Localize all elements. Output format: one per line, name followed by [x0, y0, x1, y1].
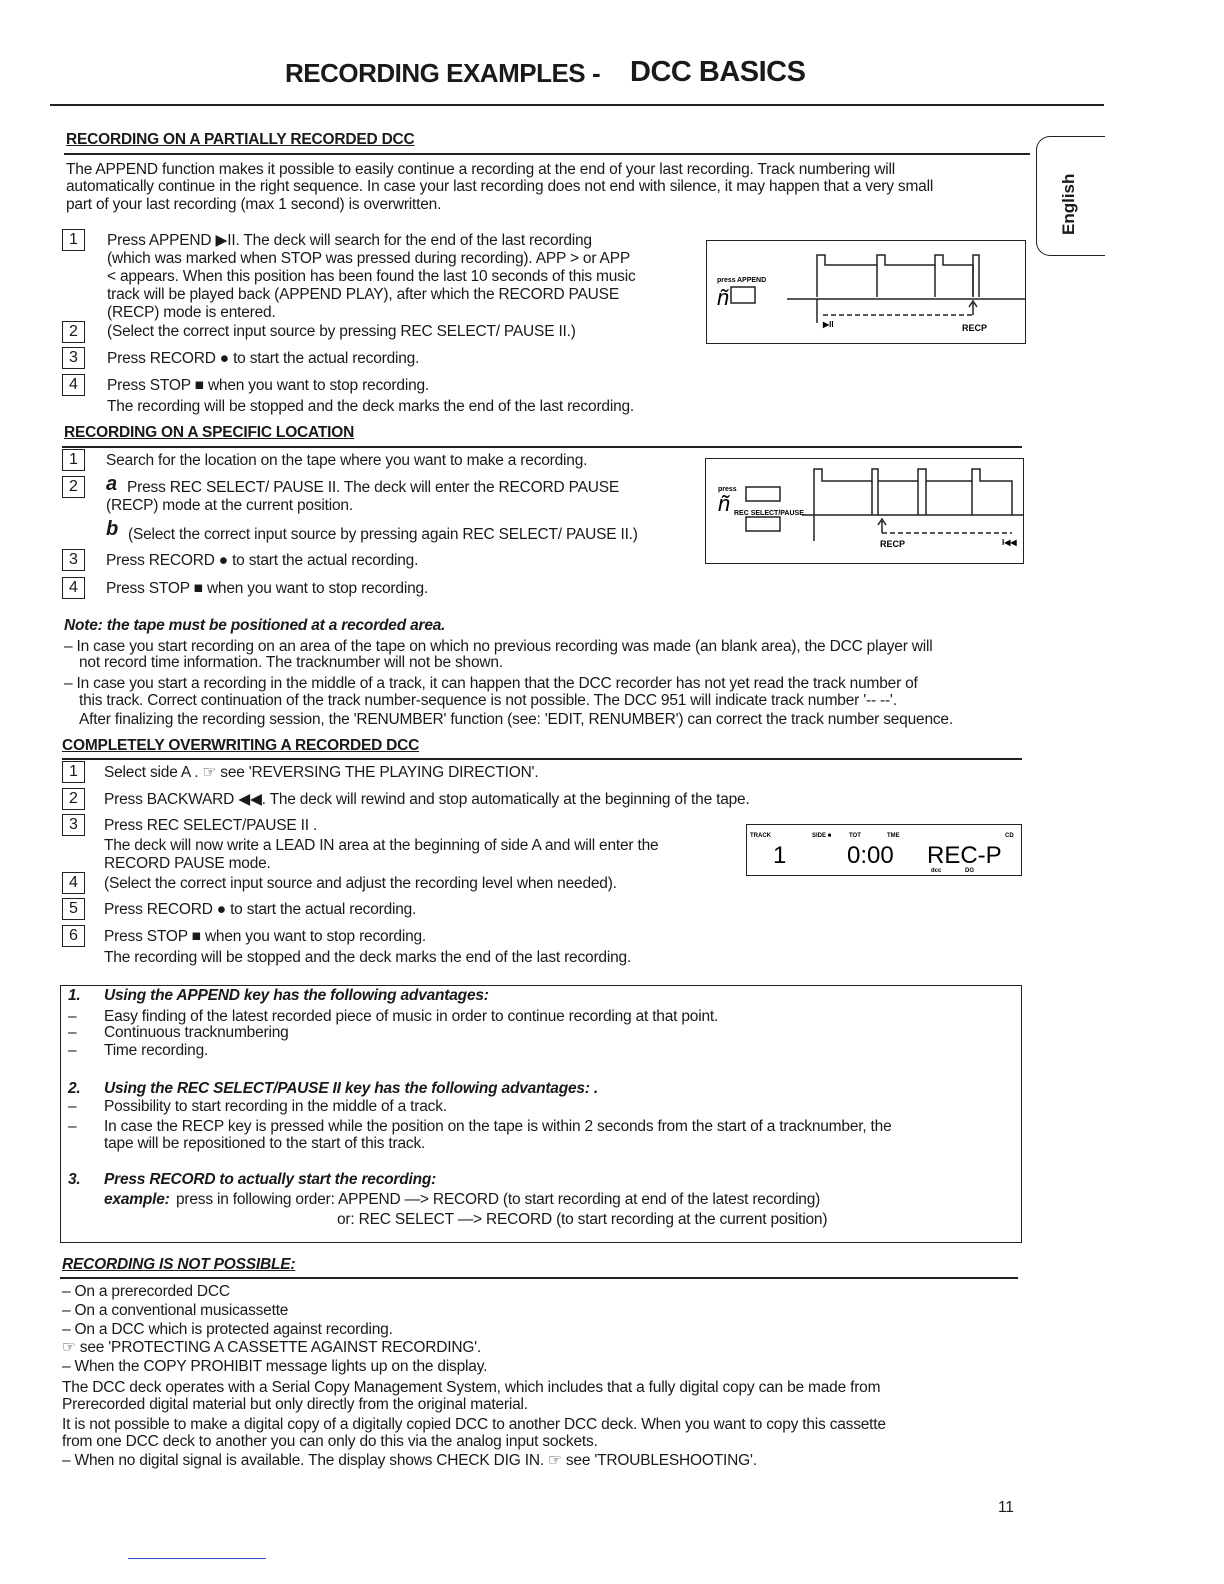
previous-track-icon: I◀◀ — [1002, 538, 1017, 547]
text-line: tape will be repositioned to the start of this track. — [104, 1135, 426, 1152]
title-separator: - — [592, 58, 601, 88]
text-line: Press STOP ■ when you want to stop recording. — [106, 580, 429, 597]
text-line: Press RECORD ● to start the actual recording. — [104, 901, 417, 918]
section-heading: RECORDING ON A PARTIALLY RECORDED DCC — [66, 131, 415, 148]
text-line: The APPEND function makes it possible to easily continue a recording at the end of your last recording. Track numbering will — [66, 161, 895, 178]
step-letter: a — [106, 473, 117, 495]
step-letter: b — [106, 518, 119, 540]
text-line: press in following order: APPEND —> RECORD (to start recording at end of the latest recording) — [176, 1191, 821, 1208]
note-title: Note: the tape must be positioned at a recorded area. — [64, 617, 446, 634]
append-diagram — [706, 240, 1026, 344]
text-line: – When the COPY PROHIBIT message lights up on the display. — [62, 1358, 488, 1375]
text-line: < appears. When this position has been found the last 10 seconds of this music — [107, 268, 636, 285]
append-label: APPEND — [737, 277, 767, 284]
text-line: – — [68, 1042, 77, 1059]
text-line: Press BACKWARD ◀◀. The deck will rewind and stop automatically at the beginning of the tape. — [104, 791, 750, 808]
text-line: In case the RECP key is pressed while the position on the tape is within 2 seconds from the start of a tracknumber, the — [104, 1118, 892, 1135]
text-line: It is not possible to make a digital copy of a digitally copied DCC to another DCC deck. When you want to copy this cassette — [62, 1416, 886, 1433]
section4-rule — [60, 1277, 1018, 1279]
text-line: from one DCC deck to another you can only do this via the analog input sockets. — [62, 1433, 598, 1450]
text-line: automatically continue in the right sequence. In case your last recording does not end with silence, it may happen that a very small — [66, 178, 934, 195]
lcd-cd-label: CD — [1005, 833, 1014, 839]
page-number: 11 — [998, 1499, 1014, 1516]
text-line: RECORD PAUSE mode. — [104, 855, 271, 872]
text-line: Time recording. — [104, 1042, 209, 1059]
adv-number: 3. — [68, 1171, 81, 1188]
hand-icon: ñ — [717, 285, 730, 310]
step-number: 3 — [62, 814, 85, 836]
text-line: (RECP) mode at the current position. — [106, 497, 353, 514]
text-line: – — [68, 1118, 77, 1135]
section-heading: COMPLETELY OVERWRITING A RECORDED DCC — [62, 737, 420, 754]
rec-select-label: REC SELECT/PAUSE — [734, 510, 804, 517]
press-label: press — [718, 486, 737, 493]
text-line: track will be played back (APPEND PLAY), after which the RECORD PAUSE — [107, 286, 619, 303]
lcd-time: 0:00 — [847, 842, 894, 869]
recp-label: RECP — [880, 539, 906, 549]
recp-label: RECP — [962, 323, 988, 333]
rec-select-diagram — [705, 458, 1024, 564]
step-number: 2 — [62, 321, 85, 343]
text-line: – — [68, 1098, 77, 1115]
section3-rule — [62, 758, 1022, 760]
text-line: Press STOP ■ when you want to stop recording. — [107, 377, 430, 394]
section2-rule — [62, 446, 1022, 448]
adv-title: Press RECORD to actually start the recording: — [104, 1171, 437, 1188]
text-line: Press STOP ■ when you want to stop recording. — [104, 928, 427, 945]
text-line: – In case you start recording on an area of the tape on which no previous recording was made (an blank area), the DCC player will — [64, 638, 933, 655]
step-number: 5 — [62, 898, 85, 920]
press-label: press — [717, 277, 736, 284]
text-line: The recording will be stopped and the deck marks the end of the last recording. — [104, 949, 632, 966]
lcd-track-label: TRACK — [750, 833, 771, 839]
text-line: (Select the correct input source by pressing again REC SELECT/ PAUSE II.) — [128, 526, 638, 543]
adv-title: Using the REC SELECT/PAUSE II key has the following advantages: . — [104, 1080, 598, 1097]
step-number: 1 — [62, 229, 85, 251]
text-line: Prerecorded digital material but only directly from the original material. — [62, 1396, 528, 1413]
text-line: Press REC SELECT/PAUSE II . — [104, 817, 318, 834]
text-line: ☞ see 'PROTECTING A CASSETTE AGAINST RECORDING'. — [62, 1339, 482, 1356]
text-line: Press RECORD ● to start the actual recording. — [106, 552, 419, 569]
lcd-side-label: SIDE ■ — [812, 833, 832, 839]
example-label: example: — [104, 1191, 170, 1208]
text-line: (Select the correct input source and adjust the recording level when needed). — [104, 875, 617, 892]
text-line: Continuous tracknumbering — [104, 1024, 289, 1041]
section-heading: RECORDING IS NOT POSSIBLE: — [62, 1256, 296, 1273]
step-number: 3 — [62, 347, 85, 369]
text-line: Select side A . ☞ see 'REVERSING THE PLAYING DIRECTION'. — [104, 764, 539, 781]
play-pause-label: ▶II — [823, 320, 834, 329]
text-line: (which was marked when STOP was pressed during recording). APP > or APP — [107, 250, 630, 267]
step-number: 2 — [62, 788, 85, 810]
step-number: 1 — [62, 449, 85, 471]
lcd-track: 1 — [773, 842, 787, 869]
page-title-right: DCC BASICS — [630, 56, 806, 88]
adv-title: Using the APPEND key has the following advantages: — [104, 987, 489, 1004]
text-line: Press APPEND ▶II. The deck will search for the end of the last recording — [107, 232, 592, 249]
step-number: 4 — [62, 872, 85, 894]
text-line: – When no digital signal is available. The display shows CHECK DIG IN. ☞ see 'TROUBLESHOOTING'. — [62, 1452, 757, 1469]
adv-number: 2. — [68, 1080, 81, 1097]
text-line: Press REC SELECT/ PAUSE II. The deck will enter the RECORD PAUSE — [127, 479, 619, 496]
text-line: Possibility to start recording in the middle of a track. — [104, 1098, 447, 1115]
text-line: – On a conventional musicassette — [62, 1302, 289, 1319]
text-line: The recording will be stopped and the deck marks the end of the last recording. — [107, 398, 635, 415]
text-line: – On a prerecorded DCC — [62, 1283, 230, 1300]
lcd-mode: REC-P — [927, 842, 1002, 869]
section-heading: RECORDING ON A SPECIFIC LOCATION — [64, 424, 355, 441]
step-number: 1 — [62, 761, 85, 783]
text-line: – In case you start a recording in the middle of a track, it can happen that the DCC recorder has not yet read the track number of — [64, 675, 918, 692]
text-line: The DCC deck operates with a Serial Copy Management System, which includes that a fully digital copy can be made from — [62, 1379, 881, 1396]
text-line: (Select the correct input source by pressing REC SELECT/ PAUSE II.) — [107, 323, 576, 340]
text-line: part of your last recording (max 1 second) is overwritten. — [66, 196, 442, 213]
page-title-left: RECORDING EXAMPLES — [285, 58, 586, 88]
text-line: not record time information. The tracknumber will not be shown. — [79, 654, 503, 671]
lcd-tot-label: TOT — [849, 833, 861, 839]
step-number: 3 — [62, 549, 85, 571]
text-line: – On a DCC which is protected against recording. — [62, 1321, 393, 1338]
lcd-dcc-label: dcc — [931, 868, 942, 874]
text-line: this track. Correct continuation of the track number-sequence is not possible. The DCC 951 will indicate track number '-- --'. — [79, 692, 897, 709]
step-number: 4 — [62, 374, 85, 396]
text-line: After finalizing the recording session, the 'RENUMBER' function (see: 'EDIT, RENUMBER') can correct the track number sequence. — [79, 711, 953, 728]
hand-icon: ñ — [718, 491, 731, 516]
text-line: (RECP) mode is entered. — [107, 304, 276, 321]
adv-number: 1. — [68, 987, 81, 1004]
title-rule — [50, 104, 1104, 106]
step-number: 2 — [62, 476, 85, 498]
text-line: Easy finding of the latest recorded piece of music in order to continue recording at that point. — [104, 1008, 719, 1025]
lcd-display — [746, 824, 1022, 876]
section1-rule — [64, 153, 1030, 155]
text-line: – — [68, 1008, 77, 1025]
step-number: 4 — [62, 577, 85, 599]
language-tab-label: English — [1059, 173, 1078, 235]
language-tab[interactable] — [1036, 136, 1105, 256]
text-line: – — [68, 1024, 77, 1041]
step-number: 6 — [62, 925, 85, 947]
text-line: The deck will now write a LEAD IN area at the beginning of side A and will enter the — [104, 837, 659, 854]
lcd-dg-label: DG — [965, 868, 974, 874]
footer-line — [128, 1558, 266, 1559]
text-line: Search for the location on the tape where you want to make a recording. — [106, 452, 588, 469]
text-line: Press RECORD ● to start the actual recording. — [107, 350, 420, 367]
text-line: or: REC SELECT —> RECORD (to start recording at the current position) — [337, 1211, 828, 1228]
lcd-tme-label: TME — [887, 833, 900, 839]
